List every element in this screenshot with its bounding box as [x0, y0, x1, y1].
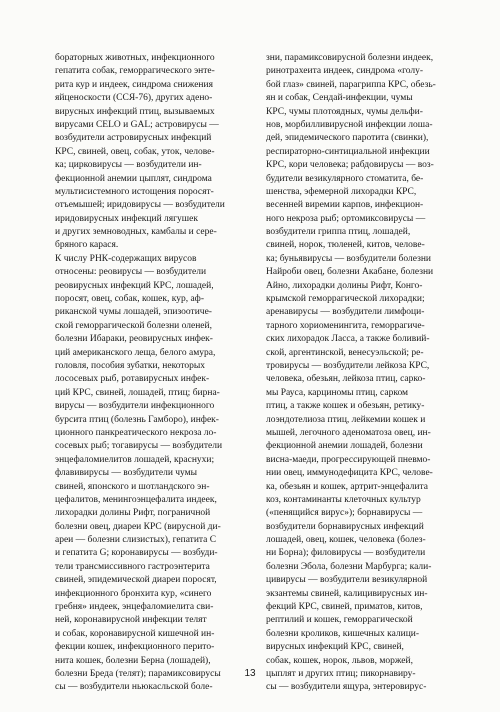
- text-line: головля, пособия зубатки, некоторых: [55, 360, 205, 371]
- text-line: лоэндотелиоза птиц, лейкемии кошек и: [266, 414, 426, 425]
- text-line: коз, контаминанты клеточных культур: [266, 494, 421, 505]
- text-line: бой глаз» свиней, парагриппа КРС, обезь-: [266, 79, 436, 90]
- text-line: возбудители борнавирусных инфекций: [266, 521, 424, 532]
- text-line: птиц, а также кошек и обезьян, ретику-: [266, 401, 425, 412]
- text-line: сосевых рыб; тогавирусы — возбудители: [55, 441, 223, 452]
- text-line: сы — возбудители ящура, энтеровирус-: [266, 682, 427, 693]
- text-line: относены: реовирусы — возбудители: [55, 267, 207, 278]
- text-line: возбудители гриппа птиц, лошадей,: [266, 227, 411, 238]
- text-line: ской, аргентинской, венесуэльской; ре-: [266, 347, 424, 358]
- text-line: крымской геморрагической лихорадки;: [266, 294, 425, 305]
- text-line: вирусных инфекций птиц, вызываемых: [55, 106, 215, 117]
- text-line: риканской чумы лошадей, эпизоотиче-: [55, 307, 212, 318]
- text-line: ринотрахеита индеек, синдрома «голу-: [266, 66, 424, 77]
- text-line: бряного карася.: [55, 240, 119, 251]
- text-line: рептилий и кошек, геморрагической: [266, 615, 413, 626]
- page-number: 13: [244, 668, 256, 679]
- text-line: сы — возбудители ньюкасльской боле-: [55, 682, 213, 693]
- text-line: вирусы — возбудители инфекционного: [55, 401, 215, 412]
- text-line: собак, кошек, норок, львов, моржей,: [266, 655, 413, 666]
- text-line: ни Борна); филовирусы — возбудители: [266, 548, 426, 559]
- text-line: будители везикулярного стоматита, бе-: [266, 173, 424, 184]
- text-line: свиней, норок, тюленей, китов, челове-: [266, 240, 425, 251]
- text-line: КРС, чумы плотоядных, чумы дельфи-: [266, 106, 423, 117]
- text-line: цивирусы — возбудители везикулярной: [266, 575, 428, 586]
- text-line: ских лихорадок Ласса, а также боливий-: [266, 334, 430, 345]
- text-line: ка; буньявирусы — возбудители болезни: [266, 253, 431, 264]
- text-line: ка, обезьян и кошек, артрит-энцефалита: [266, 481, 428, 492]
- text-line: лососевых рыб, ротавирусных инфек-: [55, 374, 210, 385]
- text-line: болезни Бреда (телят); парамиксовирусы: [55, 668, 221, 679]
- text-line: КРС, кори человека; рабдовирусы — воз-: [266, 160, 434, 171]
- text-line: яйценоскости (ССЯ-76), других адено-: [55, 93, 213, 104]
- text-line: респираторно-синтициальной инфекции: [266, 146, 430, 157]
- text-line: бурсита птиц (болезнь Гамборо), инфек-: [55, 414, 219, 425]
- text-line: болезни кроликов, кишечных калици-: [266, 628, 420, 639]
- text-line: висна-маеди, прогрессирующей пневмо-: [266, 454, 431, 465]
- text-line: весенней виремии карпов, инфекцион-: [266, 200, 424, 211]
- text-line: ка; цирковирусы — возбудители ин-: [55, 160, 202, 171]
- text-line: вирусных инфекций КРС, свиней,: [266, 642, 404, 653]
- text-line: аренавирусы — возбудители лимфоци-: [266, 307, 425, 318]
- text-line: нов, морбилливирусной инфекции лоша-: [266, 119, 433, 130]
- text-line: зни, парамиксовирусной болезни индеек,: [266, 53, 434, 63]
- text-line: лихорадки долины Рифт, пограничной: [55, 508, 211, 519]
- text-line: отъемышей; иридовирусы — возбудители: [55, 200, 225, 211]
- text-line: нии овец, иммунодефицита КРС, челове-: [266, 468, 433, 479]
- text-line: вирусами CELO и GAL; астровирусы —: [55, 119, 219, 130]
- text-line: инфекционного бронхита кур, «синего: [55, 588, 212, 599]
- text-line: человека, обезьян, лейкоза птиц, сарко-: [266, 374, 426, 385]
- text-line: лошадей, овец, кошек, человека (болез-: [266, 535, 426, 546]
- text-line: гребня» индеек, энцефаломиелита сви-: [55, 602, 214, 613]
- text-line: Найроби овец, болезни Акабане, болезни: [266, 267, 434, 278]
- text-line: болезни овец, диареи КРС (вирусной ди-: [55, 521, 221, 532]
- text-line: бораторных животных, инфекционного: [55, 53, 215, 63]
- text-line: свиней, японского и шотландского эн-: [55, 481, 210, 492]
- text-line: («пенящийся вирус»); борнавирусы —: [266, 508, 423, 519]
- text-line: свиней, эпидемической диареи поросят,: [55, 575, 217, 586]
- text-line: ней, коронавирусной инфекции телят: [55, 615, 207, 626]
- text-line: мультисистемного истощения поросят-: [55, 186, 214, 197]
- text-line: фекции кошек, инфекционного перито-: [55, 642, 215, 653]
- text-line: ций американского леща, белого амура,: [55, 347, 216, 358]
- text-line: мышей, легочного аденоматоза овец, ин-: [266, 427, 431, 438]
- text-line: ного некроза рыб; ортомиксовирусы —: [266, 213, 426, 224]
- text-line: тарного хориоменингита, геморрагиче-: [266, 320, 425, 331]
- text-line: и гепатита G; коронавирусы — возбуди-: [55, 548, 218, 559]
- text-line: шенства, эфемерной лихорадки КРС,: [266, 186, 417, 197]
- text-line: тровирусы — возбудители лейкоза КРС,: [266, 360, 430, 371]
- text-line: дей, эпидемического паротита (свинки),: [266, 133, 429, 144]
- text-line: иридовирусных инфекций лягушек: [55, 213, 198, 224]
- text-line: ционного панкреатического некроза ло-: [55, 427, 217, 438]
- left-text-column: [55, 52, 252, 695]
- text-line: и других земноводных, камбалы и сере-: [55, 227, 217, 238]
- text-line: мы Рауса, карциномы птиц, сарком: [266, 387, 409, 398]
- text-line: фекционной анемии лошадей, болезни: [266, 441, 423, 452]
- text-line: и собак, коронавирусной кишечной ин-: [55, 628, 215, 639]
- text-line: ций КРС, свиней, лошадей, птиц; бирна-: [55, 387, 220, 398]
- text-line: К числу РНК-содержащих вирусов: [55, 253, 197, 264]
- text-line: болезни Эбола, болезни Марбурга; кали-: [266, 561, 432, 572]
- right-text-column: [266, 52, 463, 695]
- text-line: цефалитов, менингоэнцефалита индеек,: [55, 494, 217, 505]
- text-line: экзантемы свиней, калицивирусных ин-: [266, 588, 428, 599]
- text-line: ской геморрагической болезни оленей,: [55, 320, 212, 331]
- text-line: Айно, лихорадки долины Рифт, Конго-: [266, 280, 423, 291]
- text-line: поросят, овец, собак, кошек, кур, аф-: [55, 294, 205, 305]
- text-line: ян и собак, Сендай-инфекции, чумы: [266, 93, 413, 104]
- text-line: нита кошек, болезни Берна (лошадей),: [55, 655, 211, 666]
- text-line: рита кур и индеек, синдрома снижения: [55, 79, 213, 90]
- text-line: ареи — болезни слизистых), гепатита С: [55, 535, 217, 546]
- text-line: реовирусных инфекций КРС, лошадей,: [55, 280, 214, 291]
- text-line: фекций КРС, свиней, приматов, китов,: [266, 602, 423, 613]
- text-line: флавивирусы — возбудители чумы: [55, 468, 198, 479]
- text-line: гепатита собак, геморрагического энте-: [55, 66, 215, 77]
- text-line: энцефаломиелитов лошадей, краснухи;: [55, 454, 215, 465]
- text-line: цыплят и других птиц; пикорнавиру-: [266, 668, 416, 679]
- text-line: фекционной анемии цыплят, синдрома: [55, 173, 212, 184]
- text-line: КРС, свиней, овец, собак, уток, челове-: [55, 146, 215, 157]
- text-line: возбудители астровирусных инфекций: [55, 133, 212, 144]
- text-line: болезни Ибараки, реовирусных инфек-: [55, 334, 213, 345]
- text-line: тели трансмиссивного гастроэнтерита: [55, 561, 210, 572]
